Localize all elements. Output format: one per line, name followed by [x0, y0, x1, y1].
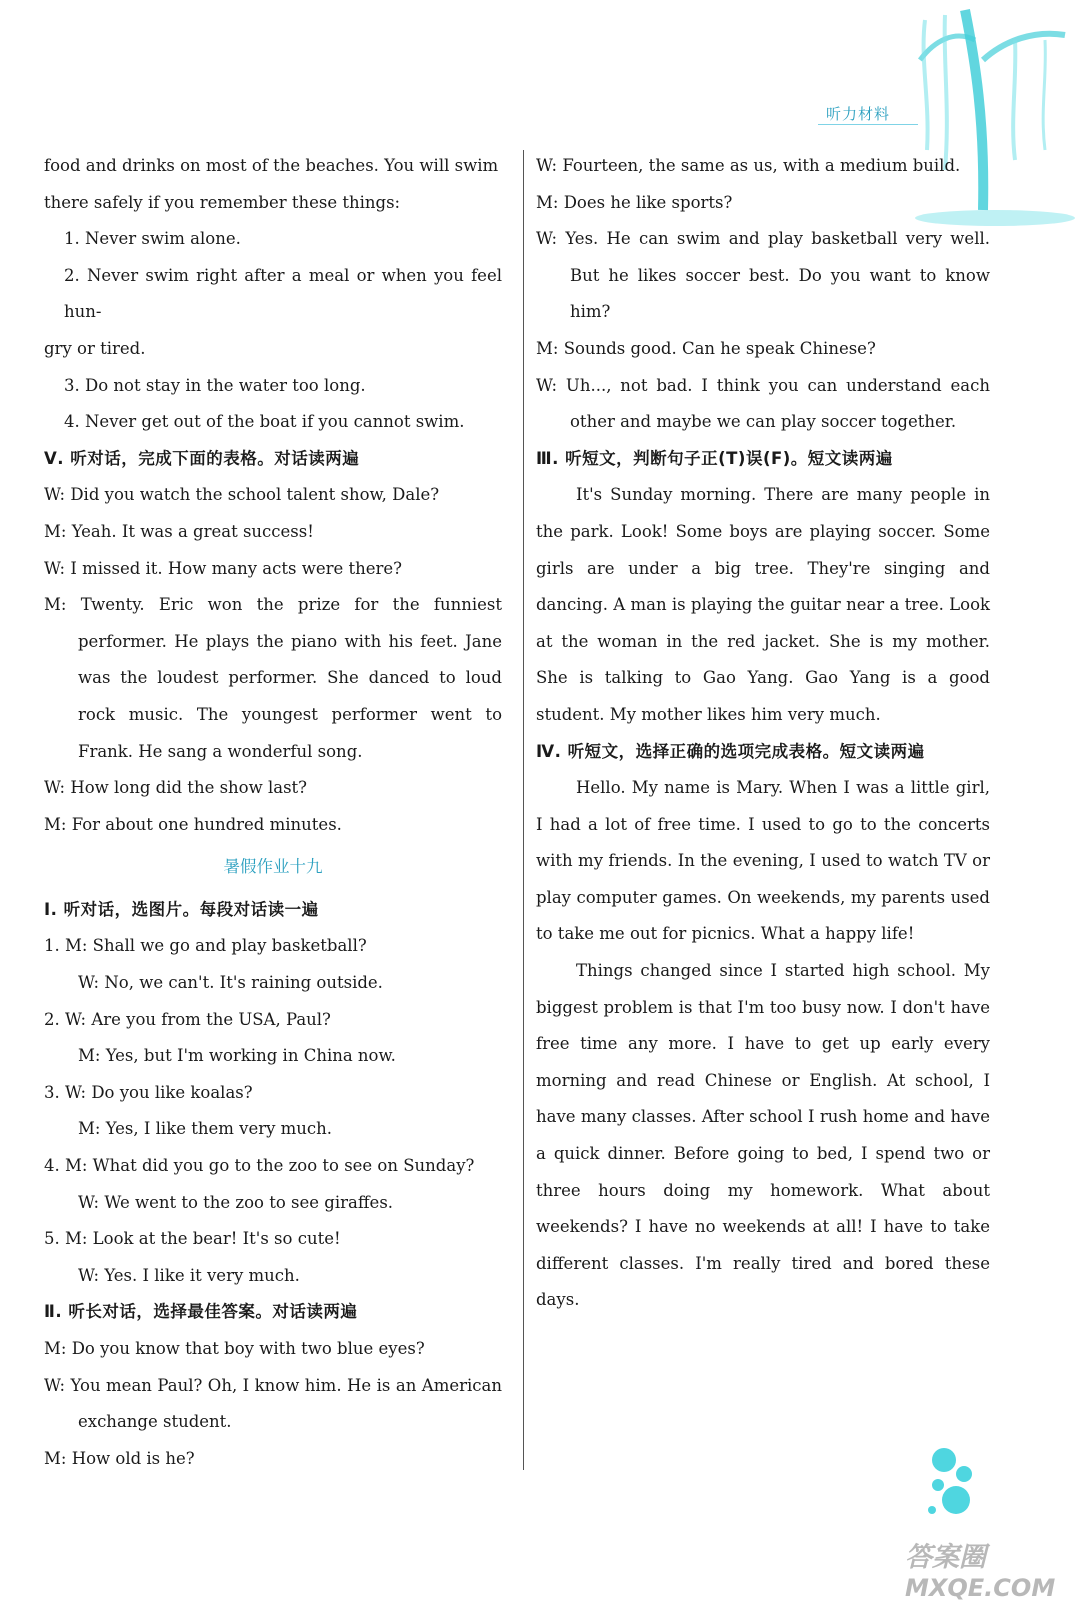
- text-line: 4. M: What did you go to the zoo to see on Sunday?: [44, 1156, 475, 1176]
- text-line: 3. Do not stay in the water too long.: [64, 375, 366, 395]
- text-line: 1. Never swim alone.: [64, 229, 241, 249]
- text-line: M: Yes, I like them very much.: [78, 1119, 333, 1139]
- watermark-text: 答案圈: [905, 1542, 986, 1573]
- section-heading: Ⅰ. 听对话，选图片。每段对话读一遍: [44, 899, 319, 919]
- text-line: M: Do you know that boy with two blue eyes?: [44, 1339, 425, 1358]
- text-line: M: Sounds good. Can he speak Chinese?: [536, 338, 876, 358]
- text-line: M: How old is he?: [44, 1448, 195, 1468]
- text-line: M: Does he like sports?: [536, 192, 733, 212]
- assignment-title: 暑假作业十九: [223, 857, 323, 877]
- text-line: food and drinks on most of the beaches. You will swim: [44, 156, 499, 175]
- text-line: W: How long did the show last?: [44, 778, 308, 798]
- section-heading: Ⅱ. 听长对话，选择最佳答案。对话读两遍: [44, 1302, 358, 1322]
- section-heading: Ⅴ. 听对话，完成下面的表格。对话读两遍: [44, 448, 360, 468]
- site-watermark: [905, 1535, 1075, 1602]
- watermark-url: MXQE.COM: [905, 1574, 1056, 1602]
- text-line: W: Did you watch the school talent show, Dale?: [44, 485, 440, 505]
- left-column: [44, 148, 502, 1477]
- text-line: gry or tired.: [44, 338, 146, 358]
- text-line: 3. W: Do you like koalas?: [44, 1082, 253, 1102]
- text-line: M: Twenty. Eric won the prize for the funniest performer. He plays the piano with his feet. Jane was the loudest performer. She danced to loud rock music. The youngest performer went to Frank. He sang a wonderful song.: [44, 595, 502, 761]
- column-divider: [523, 150, 524, 1470]
- text-line: 4. Never get out of the boat if you cannot swim.: [64, 412, 465, 432]
- text-line: W: Yes. I like it very much.: [78, 1265, 300, 1285]
- text-line: W: Uh..., not bad. I think you can understand each other and maybe we can play soccer together.: [536, 375, 990, 432]
- section-heading: Ⅲ. 听短文，判断句子正(T)误(F)。短文读两遍: [536, 448, 893, 468]
- text-line: M: For about one hundred minutes.: [44, 814, 342, 834]
- text-line: M: Yeah. It was a great success!: [44, 521, 314, 541]
- text-line: W: We went to the zoo to see giraffes.: [78, 1192, 394, 1212]
- text-line: M: Yes, but I'm working in China now.: [78, 1046, 396, 1066]
- text-line: Things changed since I started high school. My biggest problem is that I'm too busy now. I don't have free time any more. I have to get up early every morning and read Chinese or English. At school, I have many classes. After school I rush home and have a quick dinner. Before going to bed, I spend two or three hours doing my homework. What about weekends? I have no weekends at all! I have to take different classes. I'm really tired and bored these days.: [536, 961, 990, 1310]
- section-heading: Ⅳ. 听短文，选择正确的选项完成表格。短文读两遍: [536, 741, 925, 761]
- right-column: [536, 148, 990, 1319]
- header-underline: [818, 124, 918, 125]
- text-line: W: No, we can't. It's raining outside.: [78, 973, 383, 993]
- text-line: It's Sunday morning. There are many people in the park. Look! Some boys are playing soccer. Some girls are under a big tree. They're singing and dancing. A man is playing the guitar near a tree. Look at the woman in the red jacket. She is my mother. She is talking to Gao Yang. Gao Yang is a good student. My mother likes him very much.: [536, 485, 990, 724]
- text-line: W: Fourteen, the same as us, with a medium build.: [536, 156, 961, 175]
- text-line: W: You mean Paul? Oh, I know him. He is an American exchange student.: [44, 1375, 502, 1432]
- text-line: W: I missed it. How many acts were there?: [44, 558, 403, 578]
- text-line: there safely if you remember these things:: [44, 192, 401, 212]
- text-line: 2. W: Are you from the USA, Paul?: [44, 1009, 331, 1029]
- text-line: 2. Never swim right after a meal or when you feel hun-: [64, 265, 502, 322]
- text-line: Hello. My name is Mary. When I was a little girl, I had a lot of free time. I used to go to the concerts with my friends. In the evening, I used to watch TV or play computer games. On weekends, my parents used to take me out for picnics. What a happy life!: [536, 778, 990, 944]
- text-line: 5. M: Look at the bear! It's so cute!: [44, 1229, 341, 1249]
- text-line: 1. M: Shall we go and play basketball?: [44, 936, 367, 956]
- text-line: W: Yes. He can swim and play basketball very well. But he likes soccer best. Do you want to know him?: [536, 229, 990, 322]
- page-header-label: 听力材料: [826, 105, 891, 123]
